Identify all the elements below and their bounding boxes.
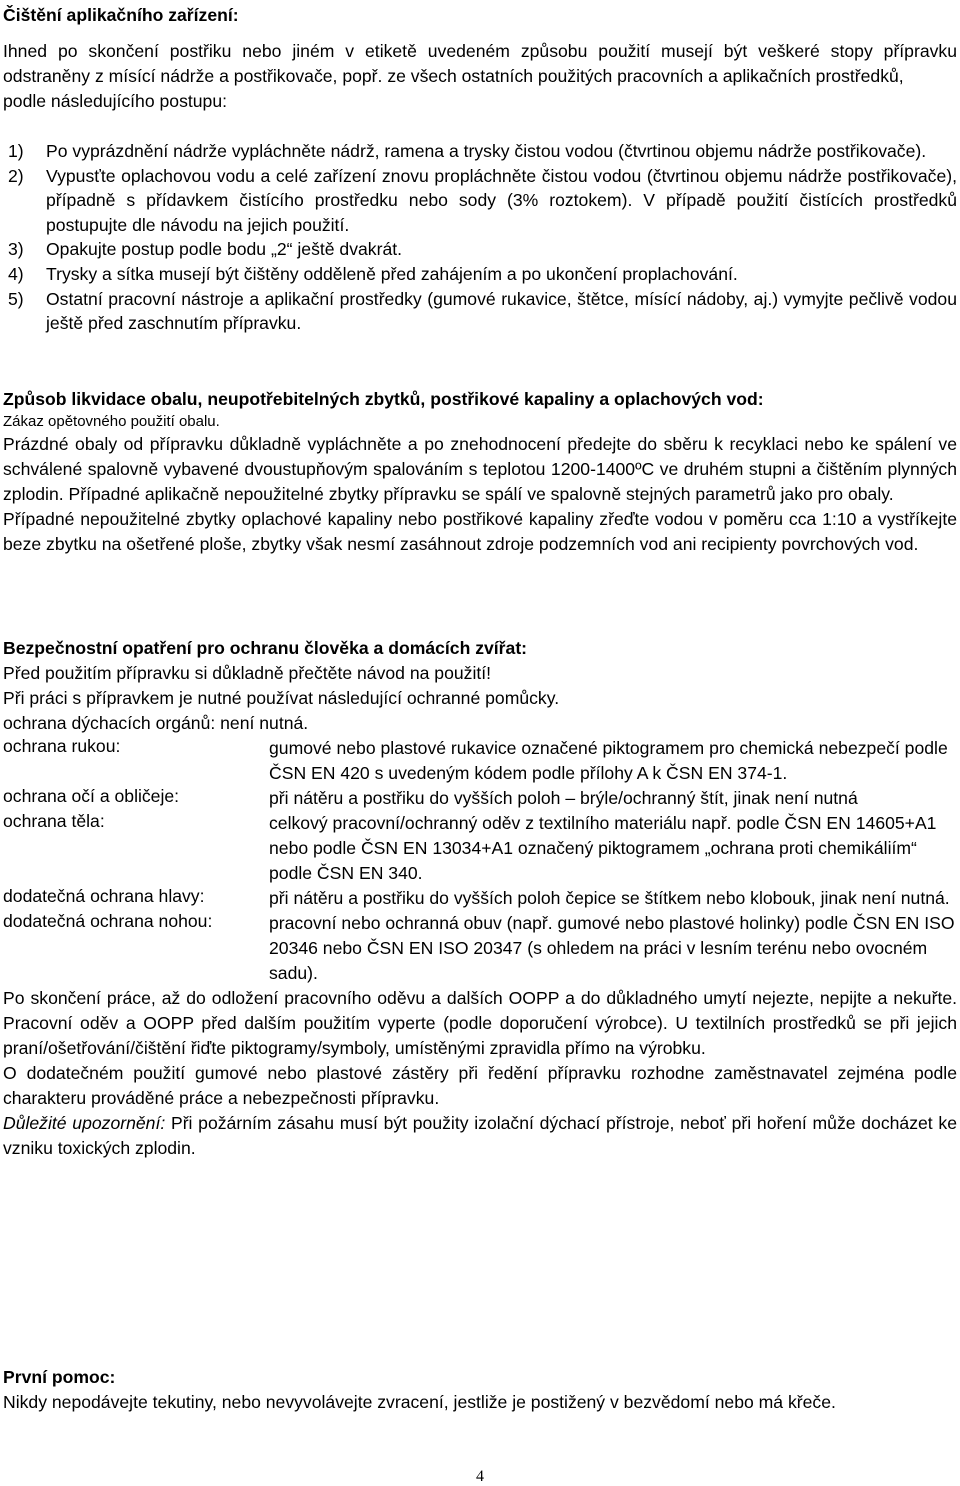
- safety-line: Při práci s přípravkem je nutné používat následující ochranné pomůcky.: [3, 688, 560, 708]
- disposal-paragraph: Prázdné obaly od přípravku důkladně vypláchněte a po znehodnocení předejte do sběru k recyklaci nebo ke spálení ve schválené spalovně vybavené dvoustupňovým spalováním s teplotou 1200-1400ºC ve druhém stupni a čištěním plynných zplodin. Případné aplikačně nepoužitelné zbytky přípravku se spálí ve spalovně stejných parametrů jako pro obaly.: [3, 434, 957, 504]
- ppe-row: [3, 736, 957, 786]
- safety-section: [3, 636, 957, 1161]
- cleaning-intro: Ihned po skončení postřiku nebo jiném v etiketě uvedeném způsobu použití musejí být veškeré stopy přípravku odstraněny z mísící nádrže a postřikovače, popř. ze všech ostatních použitých pracovních a aplikačních prostředků,: [3, 41, 957, 86]
- ppe-row: [3, 886, 957, 911]
- safety-paragraph: O dodatečném použití gumové nebo plastové zástěry při ředění přípravku rozhodne zaměstnavatel zejména podle charakteru prováděné práce a nebezpečnosti přípravku.: [3, 1063, 957, 1108]
- step-text: Trysky a sítka musejí být čištěny odděleně před zahájením a po ukončení proplachování.: [46, 263, 738, 284]
- ppe-label: ochrana očí a obličeje:: [3, 786, 180, 806]
- ppe-value: při nátěru a postřiku do vyšších poloh – brýle/ochranný štít, jinak není nutná: [269, 788, 858, 808]
- warning-label: Důležité upozornění:: [3, 1113, 166, 1133]
- step-number: 2): [8, 165, 24, 186]
- first-aid-heading: První pomoc:: [3, 1367, 116, 1387]
- cleaning-step: [3, 237, 957, 262]
- page-number: 4: [476, 1468, 484, 1485]
- safety-heading: Bezpečnostní opatření pro ochranu člověka a domácích zvířat:: [3, 638, 528, 658]
- cleaning-step: [3, 287, 957, 336]
- safety-line: Před použitím přípravku si důkladně přečtěte návod na použití!: [3, 663, 492, 683]
- ppe-label: dodatečná ochrana hlavy:: [3, 886, 205, 906]
- cleaning-step: [3, 139, 957, 164]
- ppe-label: ochrana těla:: [3, 811, 105, 831]
- step-text: Opakujte postup podle bodu „2“ ještě dvakrát.: [46, 239, 403, 260]
- ppe-row: [3, 911, 957, 986]
- step-number: 4): [8, 263, 24, 284]
- safety-paragraph: Po skončení práce, až do odložení pracovního oděvu a dalších OOPP a do důkladného umytí nejezte, nepijte a nekuřte. Pracovní oděv a OOPP před dalším použitím vyperte (podle doporučení výrobce). U textilních prostředků se při jejich praní/ošetřování/čištění řiďte piktogramy/symboly, umístěnými zpravidla přímo na výrobku.: [3, 988, 957, 1058]
- cleaning-heading: Čištění aplikačního zařízení:: [3, 5, 239, 25]
- step-number: 5): [8, 288, 24, 309]
- first-aid-text: Nikdy nepodávejte tekutiny, nebo nevyvolávejte zvracení, jestliže je postižený v bezvědomí nebo má křeče.: [3, 1392, 836, 1412]
- step-text: Po vyprázdnění nádrže vypláchněte nádrž, ramena a trysky čistou vodou (čtvrtinou objemu nádrže postřikovače).: [46, 141, 927, 161]
- cleaning-steps: [3, 139, 957, 336]
- disposal-section: [3, 387, 957, 557]
- disposal-paragraph: Případné nepoužitelné zbytky oplachové kapaliny nebo postřikové kapaliny zřeďte vodou v poměru cca 1:10 a vystříkejte beze zbytku na ošetřené ploše, zbytky však nesmí zasáhnout zdroje podzemních vod ani recipienty povrchových vod.: [3, 509, 957, 554]
- step-number: 3): [8, 239, 24, 260]
- ppe-label: ochrana rukou:: [3, 736, 121, 756]
- cleaning-step: [3, 262, 957, 287]
- step-number: 1): [8, 141, 24, 161]
- ppe-value: při nátěru a postřiku do vyšších poloh čepice se štítkem nebo klobouk, jinak není nutná.: [269, 888, 950, 908]
- ppe-value: pracovní nebo ochranná obuv (např. gumové nebo plastové holinky) podle ČSN EN ISO 20346 nebo ČSN EN ISO 20347 (s ohledem na práci v lesním terénu nebo ovocném sadu).: [269, 913, 955, 983]
- disposal-heading: Způsob likvidace obalu, neupotřebitelných zbytků, postřikové kapaliny a oplachových vod:: [3, 389, 764, 409]
- ppe-value: celkový pracovní/ochranný oděv z textilního materiálu např. podle ČSN EN 14605+A1 nebo podle ČSN EN 13034+A1 označený piktogramem „ochrana proti chemikáliím“ podle ČSN EN 340.: [269, 813, 937, 883]
- ppe-label: dodatečná ochrana nohou:: [3, 911, 213, 931]
- first-aid-section: [3, 1365, 957, 1415]
- ppe-value: gumové nebo plastové rukavice označené piktogramem pro chemická nebezpečí podle ČSN EN 420 s uvedeným kódem podle přílohy A k ČSN EN 374-1.: [269, 738, 948, 783]
- step-text: Ostatní pracovní nástroje a aplikační prostředky (gumové rukavice, štětce, mísící nádoby, aj.) vymyjte pečlivě vodou ještě před zaschnutím přípravku.: [46, 288, 957, 334]
- warning-text: Při požárním zásahu musí být použity izolační dýchací přístroje, neboť při hoření může docházet ke vzniku toxických zplodin.: [3, 1113, 957, 1158]
- cleaning-intro-procedure: podle následujícího postupu:: [3, 91, 228, 111]
- ppe-row: [3, 786, 957, 811]
- ppe-row: [3, 811, 957, 886]
- step-text: Vypusťte oplachovou vodu a celé zařízení znovu propláchněte čistou vodou (čtvrtinou objemu nádrže postřikovače), případně s přídavkem čistícího prostředku nebo sody (3% roztokem). V případě použití čistících prostředků postupujte dle návodu na jejich použití.: [46, 165, 957, 235]
- disposal-note: Zákaz opětovného použití obalu.: [3, 413, 220, 430]
- cleaning-step: [3, 164, 957, 238]
- important-warning: [3, 1111, 957, 1161]
- safety-line: ochrana dýchacích orgánů: není nutná.: [3, 713, 309, 733]
